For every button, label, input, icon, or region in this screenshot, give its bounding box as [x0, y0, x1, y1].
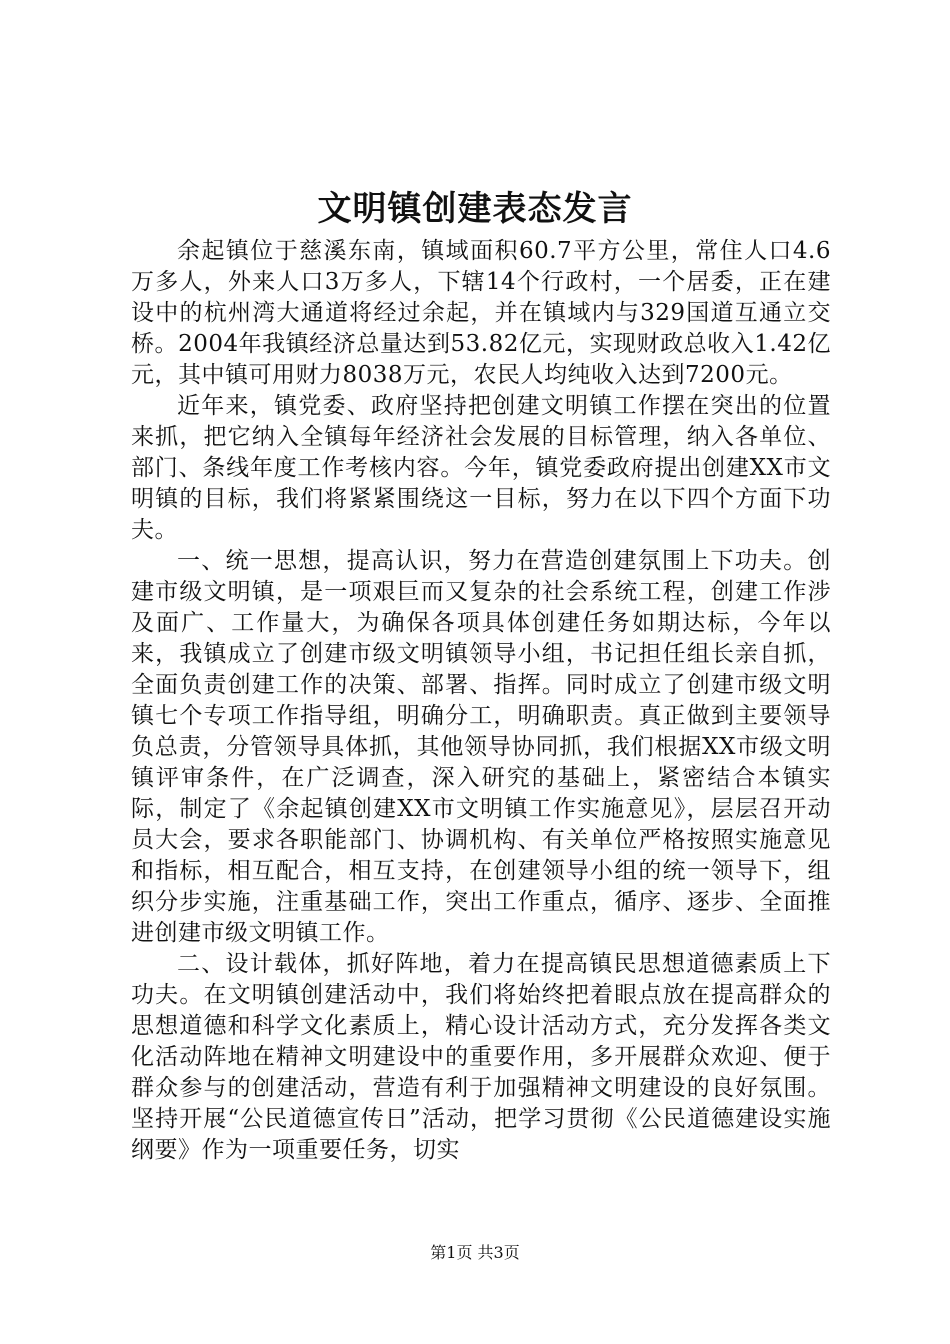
paragraph-overview: 近年来，镇党委、政府坚持把创建文明镇工作摆在突出的位置来抓，把它纳入全镇每年经济社会发展的目标管理，纳入各单位、部门、条线年度工作考核内容。今年，镇党委政府提出创建XX市文明镇的目标，我们将紧紧围绕这一目标，努力在以下四个方面下功夫。	[131, 393, 831, 543]
paragraph-intro: 余起镇位于慈溪东南，镇域面积60.7平方公里，常住人口4.6万多人，外来人口3万多人，下辖14个行政村，一个居委，正在建设中的杭州湾大通道将经过余起，并在镇域内与329国道互通立交桥。2004年我镇经济总量达到53.82亿元，实现财政总收入1.42亿元，其中镇可用财力8038万元，农民人均纯收入达到7200元。	[131, 238, 831, 388]
page-footer: 第1页 共3页	[430, 1243, 520, 1262]
document-body	[131, 236, 831, 1166]
paragraph-section-one: 一、统一思想，提高认识，努力在营造创建氛围上下功夫。创建市级文明镇，是一项艰巨而又复杂的社会系统工程，创建工作涉及面广、工作量大，为确保各项具体创建任务如期达标，今年以来，我镇成立了创建市级文明镇领导小组，书记担任组长亲自抓，全面负责创建工作的决策、部署、指挥。同时成立了创建市级文明镇七个专项工作指导组，明确分工，明确职责。真正做到主要领导负总责，分管领导具体抓，其他领导协同抓，我们根据XX市级文明镇评审条件，在广泛调查，深入研究的基础上，紧密结合本镇实际，制定了《余起镇创建XX市文明镇工作实施意见》，层层召开动员大会，要求各职能部门、协调机构、有关单位严格按照实施意见和指标，相互配合，相互支持，在创建领导小组的统一领导下，组织分步实施，注重基础工作，突出工作重点，循序、逐步、全面推进创建市级文明镇工作。	[131, 548, 831, 946]
document-title: 文明镇创建表态发言	[317, 189, 633, 229]
paragraph-section-two: 二、设计载体，抓好阵地，着力在提高镇民思想道德素质上下功夫。在文明镇创建活动中，我们将始终把着眼点放在提高群众的思想道德和科学文化素质上，精心设计活动方式，充分发挥各类文化活动阵地在精神文明建设中的重要作用，多开展群众欢迎、便于群众参与的创建活动，营造有利于加强精神文明建设的良好氛围。坚持开展“公民道德宣传日”活动，把学习贯彻《公民道德建设实施纲要》作为一项重要任务，切实	[131, 951, 831, 1163]
